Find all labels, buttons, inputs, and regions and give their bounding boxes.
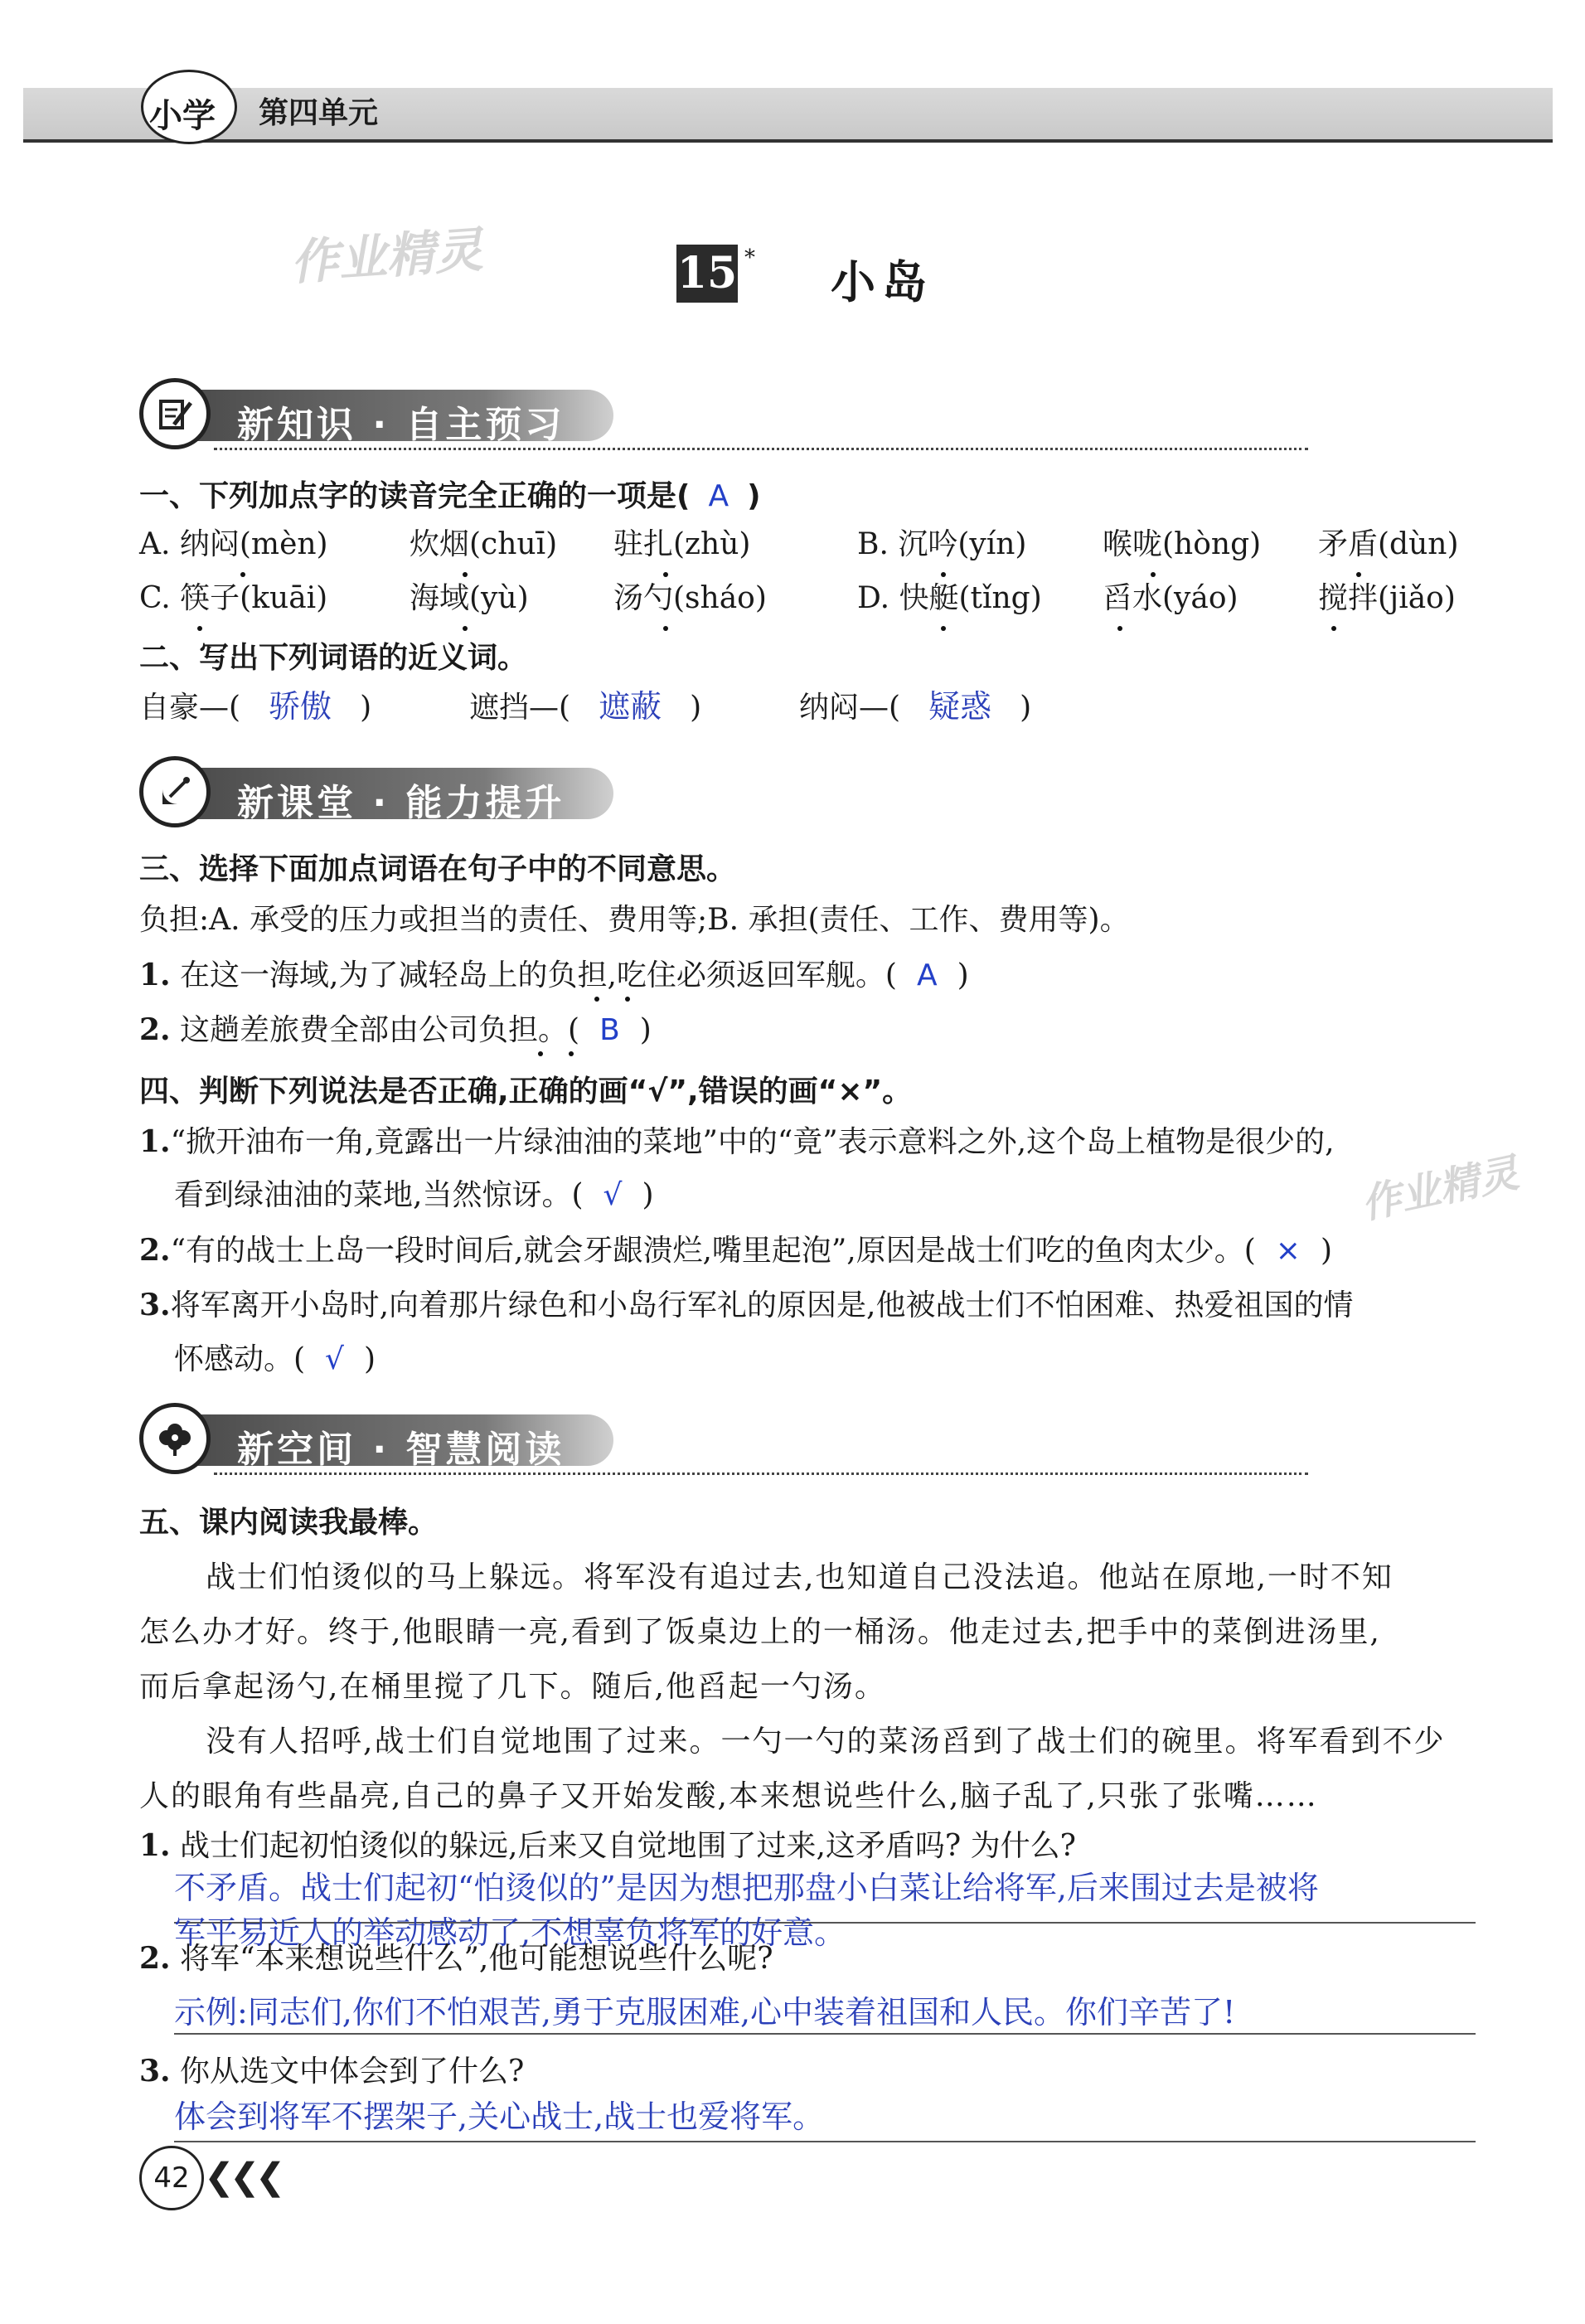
synonym-1: 自豪—( 骄傲 ) (139, 688, 372, 725)
section-banner-classroom (139, 756, 620, 831)
satellite-dish-icon (139, 756, 211, 827)
option-item: 矛盾(dùn) (1318, 527, 1459, 561)
option-item: 搅拌(jiǎo) (1318, 581, 1456, 615)
passage-line: 没有人招呼,战士们自觉地围了过来。一勺一勺的菜汤舀到了战士们的碗里。将军看到不少 (206, 1725, 1446, 1759)
option-item: 喉咙(hòng) (1103, 527, 1262, 561)
banner-text: 新知识 · 自主预习 (237, 404, 565, 446)
answer-q4-3: √ (325, 1342, 344, 1376)
chevrons-left-icon: ❮❮❮ (204, 2156, 281, 2198)
answer-q4-1: √ (603, 1178, 623, 1212)
question-3: 三、选择下面加点词语在句子中的不同意思。 (139, 852, 737, 886)
synonym-3: 纳闷—( 疑惑 ) (799, 688, 1032, 725)
q3-item-2: 2. 这趟差旅费全部由公司负担。( B ) (139, 1012, 652, 1047)
page-number: 42 (139, 2146, 204, 2210)
q3-item-1: 1. 在这一海域,为了减轻岛上的负担,吃住必须返回军舰。( A ) (139, 958, 969, 992)
option-item: 海域(yù) (410, 581, 529, 615)
optional-lesson-star: * (744, 245, 755, 270)
lesson-title: 小岛 (831, 255, 933, 308)
flower-icon (139, 1403, 211, 1474)
reading-question-1: 1. 战士们起初怕烫似的躲远,后来又自觉地围了过来,这矛盾吗? 为什么? (139, 1828, 1076, 1863)
header-bar (23, 88, 1553, 143)
q4-item-3-line1: 3.将军离开小岛时,向着那片绿色和小岛行军礼的原因是,他被战士们不怕困难、热爱祖国的情 (139, 1288, 1354, 1322)
answer-synonym-2: 遮蔽 (599, 688, 662, 725)
option-a: A. 纳闷(mèn) (139, 527, 328, 561)
q4-item-2: 2.“有的战士上岛一段时间后,就会牙龈溃烂,嘴里起泡”,原因是战士们吃的鱼肉太少。( × ) (139, 1233, 1332, 1268)
answer-reading-2: 示例:同志们,你们不怕艰苦,勇于克服困难,心中装着祖国和人民。你们辛苦了! (174, 1994, 1236, 2030)
passage-line: 而后拿起汤勺,在桶里搅了几下。随后,他舀起一勺汤。 (139, 1670, 886, 1704)
option-d: D. 快艇(tǐng) (857, 581, 1042, 615)
answer-line (174, 2033, 1476, 2035)
dotted-divider (214, 448, 1308, 450)
unit-label: 第四单元 (259, 96, 379, 130)
definition: 负担:A. 承受的压力或担当的责任、费用等;B. 承担(责任、工作、费用等)。 (139, 903, 1130, 937)
header-logo-text: 小学 (149, 97, 216, 135)
banner-text: 新空间 · 智慧阅读 (237, 1429, 565, 1471)
answer-reading-3: 体会到将军不摆架子,关心战士,战士也爱将军。 (174, 2098, 825, 2135)
lesson-number: 15 (676, 245, 738, 303)
option-item: 驻扎(zhù) (613, 527, 751, 561)
watermark: 作业精灵 (288, 221, 485, 291)
passage-line: 怎么办才好。终于,他眼睛一亮,看到了饭桌边上的一桶汤。他走过去,把手中的菜倒进汤里, (139, 1615, 1381, 1649)
question-4: 四、判断下列说法是否正确,正确的画“√”,错误的画“×”。 (139, 1075, 913, 1109)
dotted-divider (214, 1473, 1308, 1475)
passage-line: 人的眼角有些晶亮,自己的鼻子又开始发酸,本来想说些什么,脑子乱了,只张了张嘴…… (139, 1779, 1318, 1813)
option-item: 舀水(yáo) (1103, 581, 1238, 615)
answer-q3-1: A (916, 958, 938, 992)
option-c: C. 筷子(kuāi) (139, 581, 328, 615)
question-1: 一、下列加点字的读音完全正确的一项是( A ) (139, 479, 761, 513)
q4-item-1-line1: 1.“掀开油布一角,竟露出一片绿油油的菜地”中的“竟”表示意料之外,这个岛上植物是很少的, (139, 1124, 1335, 1159)
watermark: 作业精灵 (1357, 1149, 1523, 1229)
q4-item-1-line2: 看到绿油油的菜地,当然惊讶。( √ ) (174, 1178, 654, 1212)
section-banner-reading (139, 1403, 620, 1477)
option-b: B. 沉吟(yín) (857, 527, 1027, 561)
answer-q1: A (708, 479, 729, 513)
passage-line: 战士们怕烫似的马上躲远。将军没有追过去,也知道自己没法追。他站在原地,一时不知 (206, 1560, 1394, 1594)
question-2: 二、写出下列词语的近义词。 (139, 641, 528, 675)
answer-line (174, 2141, 1476, 2142)
reading-question-2: 2. 将军“本来想说些什么”,他可能想说些什么呢? (139, 1941, 773, 1976)
option-item: 汤勺(sháo) (613, 581, 767, 615)
answer-reading-1: 不矛盾。战士们起初“怕烫似的”是因为想把那盘小白菜让给将军,后来围过去是被将 (174, 1870, 1319, 1906)
notebook-pen-icon (139, 378, 211, 449)
answer-reading-1: 军平易近人的举动感动了,不想辜负将军的好意。 (174, 1914, 846, 1951)
option-item: 炊烟(chuī) (410, 527, 558, 561)
question-5: 五、课内阅读我最棒。 (139, 1506, 439, 1540)
reading-question-3: 3. 你从选文中体会到了什么? (139, 2054, 525, 2089)
answer-synonym-1: 骄傲 (269, 688, 332, 725)
synonym-2: 遮挡—( 遮蔽 ) (469, 688, 702, 725)
banner-text: 新课堂 · 能力提升 (237, 782, 565, 824)
q4-item-3-line2: 怀感动。( √ ) (174, 1342, 376, 1376)
answer-q4-2: × (1275, 1234, 1301, 1268)
section-banner-preview (139, 378, 620, 453)
answer-synonym-3: 疑惑 (928, 688, 992, 725)
answer-q3-2: B (599, 1013, 620, 1047)
